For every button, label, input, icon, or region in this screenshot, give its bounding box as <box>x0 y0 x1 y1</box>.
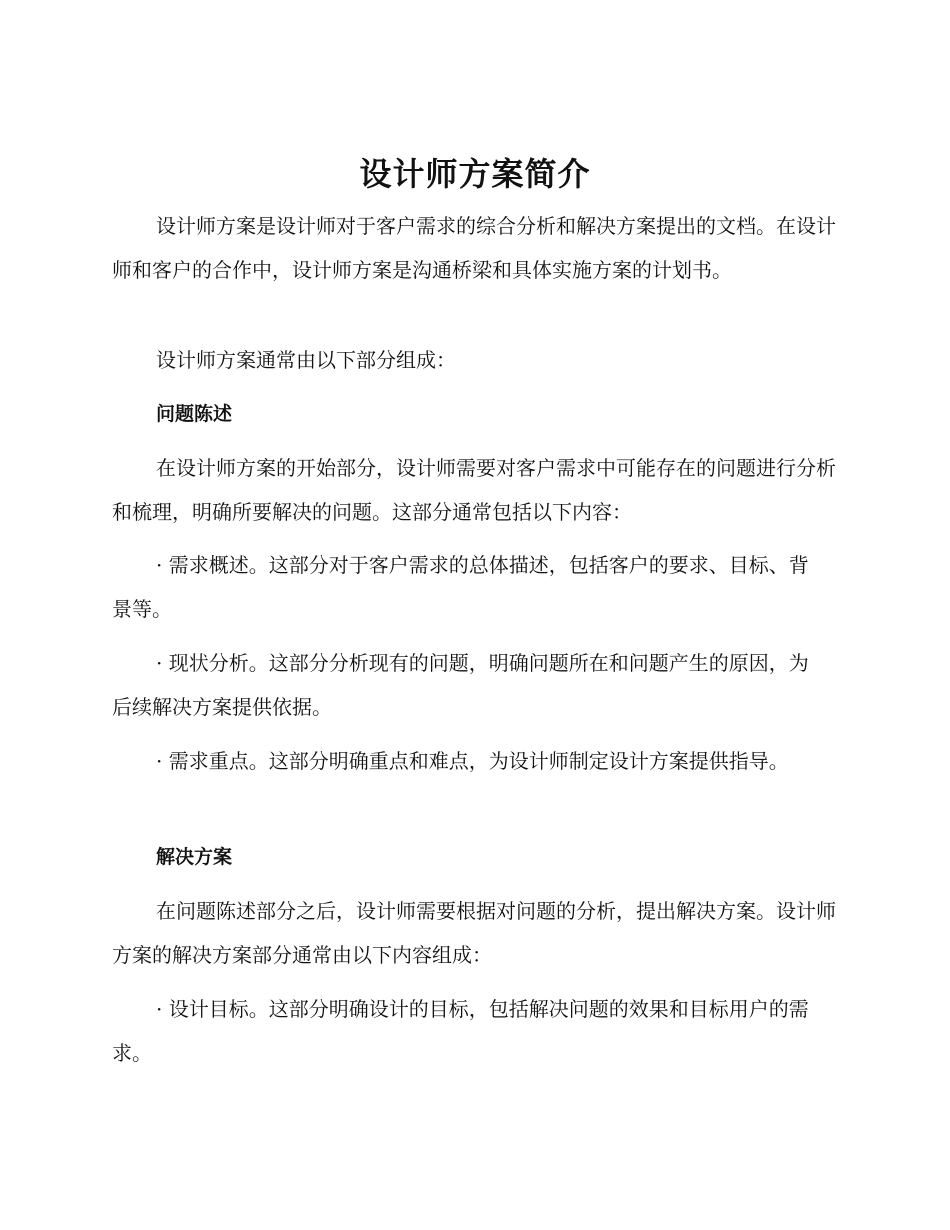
bullet-item: · 需求概述。这部分对于客户需求的总体描述，包括客户的要求、目标、背景等。 <box>112 553 809 621</box>
solution-paragraph: 在问题陈述部分之后，设计师需要根据对问题的分析，提出解决方案。设计师方案的解决方案部分通常由以下内容组成： <box>112 899 836 967</box>
document-title: 设计师方案简介 <box>359 155 591 193</box>
bullet-item: · 设计目标。这部分明确设计的目标，包括解决问题的效果和目标用户的需求。 <box>112 997 809 1065</box>
bullet-item: · 需求重点。这部分明确重点和难点，为设计师制定设计方案提供指导。 <box>156 749 789 773</box>
intro-paragraph: 设计师方案是设计师对于客户需求的综合分析和解决方案提出的文档。在设计师和客户的合作中，设计师方案是沟通桥梁和具体实施方案的计划书。 <box>112 214 836 282</box>
bullet-item: · 现状分析。这部分分析现有的问题，明确问题所在和问题产生的原因，为后续解决方案提供依据。 <box>112 651 809 719</box>
section-heading-problem: 问题陈述 <box>156 403 233 425</box>
composition-intro: 设计师方案通常由以下部分组成： <box>156 348 456 372</box>
problem-paragraph: 在设计师方案的开始部分，设计师需要对客户需求中可能存在的问题进行分析和梳理，明确所要解决的问题。这部分通常包括以下内容： <box>112 456 836 524</box>
section-heading-solution: 解决方案 <box>156 846 233 868</box>
